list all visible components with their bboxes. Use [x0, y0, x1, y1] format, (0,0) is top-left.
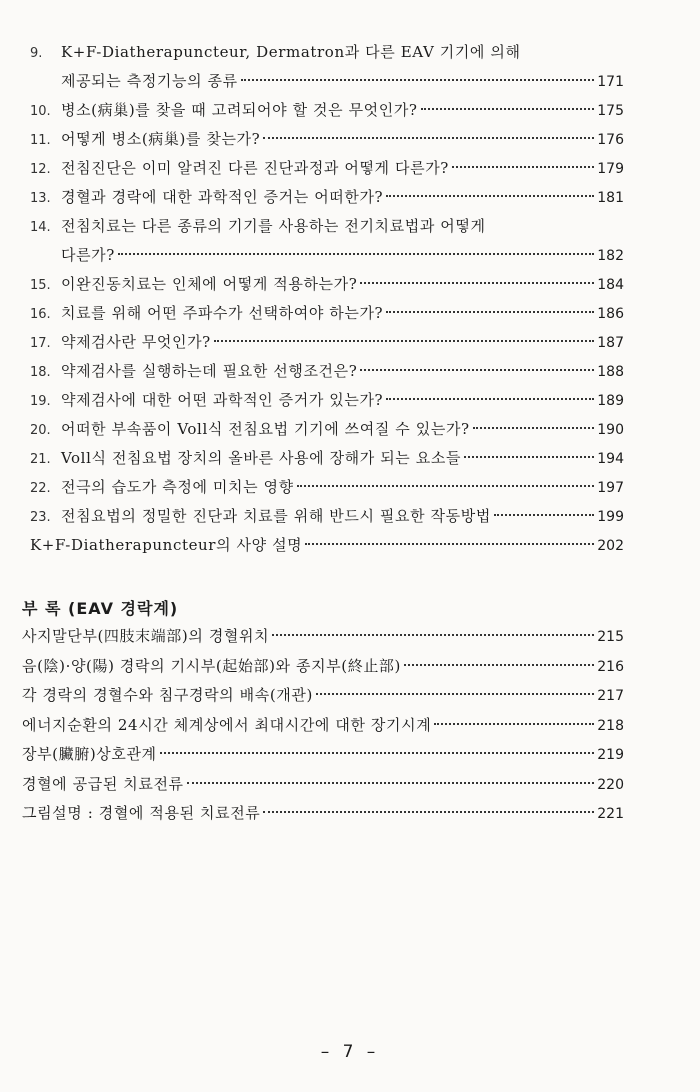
toc-page: 194 — [597, 451, 624, 467]
toc-page: 190 — [597, 422, 624, 438]
toc-title: 경혈과 경락에 대한 과학적인 증거는 어떠한가? — [61, 188, 384, 206]
appendix-title: 각 경락의 경혈수와 침구경락의 배속(개관) — [22, 686, 313, 704]
toc-number: 21. — [30, 452, 51, 467]
toc-page: 199 — [597, 509, 624, 525]
appendix-page: 217 — [597, 688, 624, 704]
toc-title: Voll식 전침요법 장치의 올바른 사용에 장해가 되는 요소들 — [61, 449, 462, 467]
toc-entry-spec — [30, 531, 624, 560]
toc-page: 175 — [597, 103, 624, 119]
toc-title: 병소(病巢)를 찾을 때 고려되어야 할 것은 무엇인가? — [61, 101, 418, 119]
toc-title: K+F-Diatherapuncteur, Dermatron과 다른 EAV 기기에 의해 — [61, 43, 521, 61]
toc-number: 12. — [30, 162, 51, 177]
toc-entry-13 — [30, 183, 624, 212]
toc-entry-16 — [30, 299, 624, 328]
toc-page: 202 — [597, 538, 624, 554]
toc-number: 13. — [30, 191, 51, 206]
leader-dots — [452, 166, 594, 168]
appendix-entry — [22, 652, 624, 682]
toc-entry-15 — [30, 270, 624, 299]
toc-entry-22 — [30, 473, 624, 502]
toc-title: 어떠한 부속품이 Voll식 전침요법 기기에 쓰여질 수 있는가? — [61, 420, 470, 438]
toc-entry-9-line1 — [30, 38, 624, 67]
toc-title: 어떻게 병소(病巢)를 찾는가? — [61, 130, 261, 148]
appendix-entry — [22, 622, 624, 652]
leader-dots — [386, 195, 594, 197]
toc-number: 16. — [30, 307, 51, 322]
toc-title: 전극의 습도가 측정에 미치는 영향 — [61, 478, 294, 496]
toc-page: 189 — [597, 393, 624, 409]
toc-title: 전침진단은 이미 알려진 다른 진단과정과 어떻게 다른가? — [61, 159, 449, 177]
appendix-page: 218 — [597, 717, 624, 734]
leader-dots — [421, 108, 595, 110]
leader-dots — [263, 137, 594, 139]
toc-number: 23. — [30, 510, 51, 525]
toc-title: 약제검사를 실행하는데 필요한 선행조건은? — [61, 362, 358, 380]
appendix-page: 215 — [597, 629, 624, 645]
appendix-title: 장부(臟腑)상호관계 — [22, 745, 157, 763]
leader-dots — [386, 398, 594, 400]
toc-entry-23 — [30, 502, 624, 531]
leader-dots — [494, 514, 594, 516]
toc-number: 20. — [30, 423, 51, 438]
appendix-title: 그림설명 : 경혈에 적용된 치료전류 — [22, 804, 261, 822]
toc-page: 197 — [597, 480, 624, 496]
toc-number: 9. — [30, 46, 43, 61]
toc-number: 22. — [30, 481, 51, 496]
appendix-title: 경혈에 공급된 치료전류 — [22, 774, 184, 793]
toc-entry-21 — [30, 444, 624, 473]
leader-dots — [214, 340, 594, 342]
leader-dots — [434, 723, 594, 725]
appendix-heading: 부 록 (EAV 경락계) — [22, 599, 179, 618]
toc-page: 179 — [597, 161, 624, 177]
toc-title: 치료를 위해 어떤 주파수가 선택하여야 하는가? — [61, 304, 384, 322]
leader-dots — [473, 427, 595, 429]
appendix-list — [22, 622, 624, 829]
toc-entry-18 — [30, 357, 624, 386]
toc-entry-10 — [30, 96, 624, 125]
toc-entry-17 — [30, 328, 624, 357]
toc-entry-11 — [30, 125, 624, 154]
appendix-entry — [22, 711, 624, 741]
leader-dots — [464, 456, 594, 458]
toc-number: 15. — [30, 278, 51, 293]
appendix-page: 219 — [597, 747, 624, 763]
toc-number: 17. — [30, 336, 51, 351]
toc-entry-9-line2 — [30, 67, 624, 96]
toc-page: 184 — [597, 277, 624, 293]
appendix-page: 221 — [597, 806, 624, 822]
toc-title: 이완진동치료는 인체에 어떻게 적용하는가? — [61, 275, 358, 293]
toc-entry-19 — [30, 386, 624, 415]
appendix-title: 에너지순환의 24시간 체계상에서 최대시간에 대한 장기시계 — [22, 715, 432, 734]
toc-page: 176 — [597, 132, 624, 148]
toc-page: 186 — [597, 306, 624, 322]
toc-title: 다른가? — [61, 246, 115, 264]
toc-page: 188 — [597, 364, 624, 380]
toc-number: 11. — [30, 133, 51, 148]
toc-number: 10. — [30, 104, 51, 119]
toc-title: 전침요법의 정밀한 진단과 치료를 위해 반드시 필요한 작동방법 — [61, 507, 491, 525]
appendix-entry — [22, 770, 624, 800]
toc-page: 171 — [597, 74, 624, 90]
toc-entry-12 — [30, 154, 624, 183]
leader-dots — [316, 693, 594, 695]
toc-number: 18. — [30, 365, 51, 380]
toc-number: 19. — [30, 394, 51, 409]
leader-dots — [360, 282, 594, 284]
toc-entry-20 — [30, 415, 624, 444]
leader-dots — [263, 811, 594, 813]
page-number: – 7 – — [320, 1042, 380, 1062]
appendix-entry — [22, 740, 624, 770]
toc-title: 제공되는 측정기능의 종류 — [61, 72, 238, 90]
appendix-title: 사지말단부(四肢末端部)의 경혈위치 — [22, 627, 270, 645]
toc-entry-14-line2 — [30, 241, 624, 270]
appendix-page: 220 — [597, 776, 624, 793]
appendix-entry — [22, 681, 624, 711]
toc-title: 전침치료는 다른 종류의 기기를 사용하는 전기치료법과 어떻게 — [61, 217, 486, 235]
toc-title: 약제검사란 무엇인가? — [61, 333, 211, 351]
leader-dots — [404, 664, 594, 666]
leader-dots — [386, 311, 594, 313]
leader-dots — [305, 543, 594, 545]
leader-dots — [360, 369, 594, 371]
toc-page: 182 — [597, 248, 624, 264]
leader-dots — [272, 634, 594, 636]
appendix-title: 음(陰)·양(陽) 경락의 기시부(起始部)와 종지부(終止部) — [22, 656, 401, 675]
leader-dots — [187, 782, 595, 784]
toc-page: 187 — [597, 335, 624, 351]
leader-dots — [297, 485, 595, 487]
appendix-entry — [22, 799, 624, 829]
leader-dots — [118, 253, 594, 255]
toc-number: 14. — [30, 220, 51, 235]
leader-dots — [160, 752, 595, 754]
toc-entry-14-line1 — [30, 212, 624, 241]
toc-page: 181 — [597, 190, 624, 206]
toc-title: K+F-Diatherapuncteur의 사양 설명 — [30, 536, 303, 554]
table-of-contents — [30, 38, 624, 560]
toc-title: 약제검사에 대한 어떤 과학적인 증거가 있는가? — [61, 391, 384, 409]
leader-dots — [241, 79, 595, 81]
appendix-page: 216 — [597, 658, 624, 675]
